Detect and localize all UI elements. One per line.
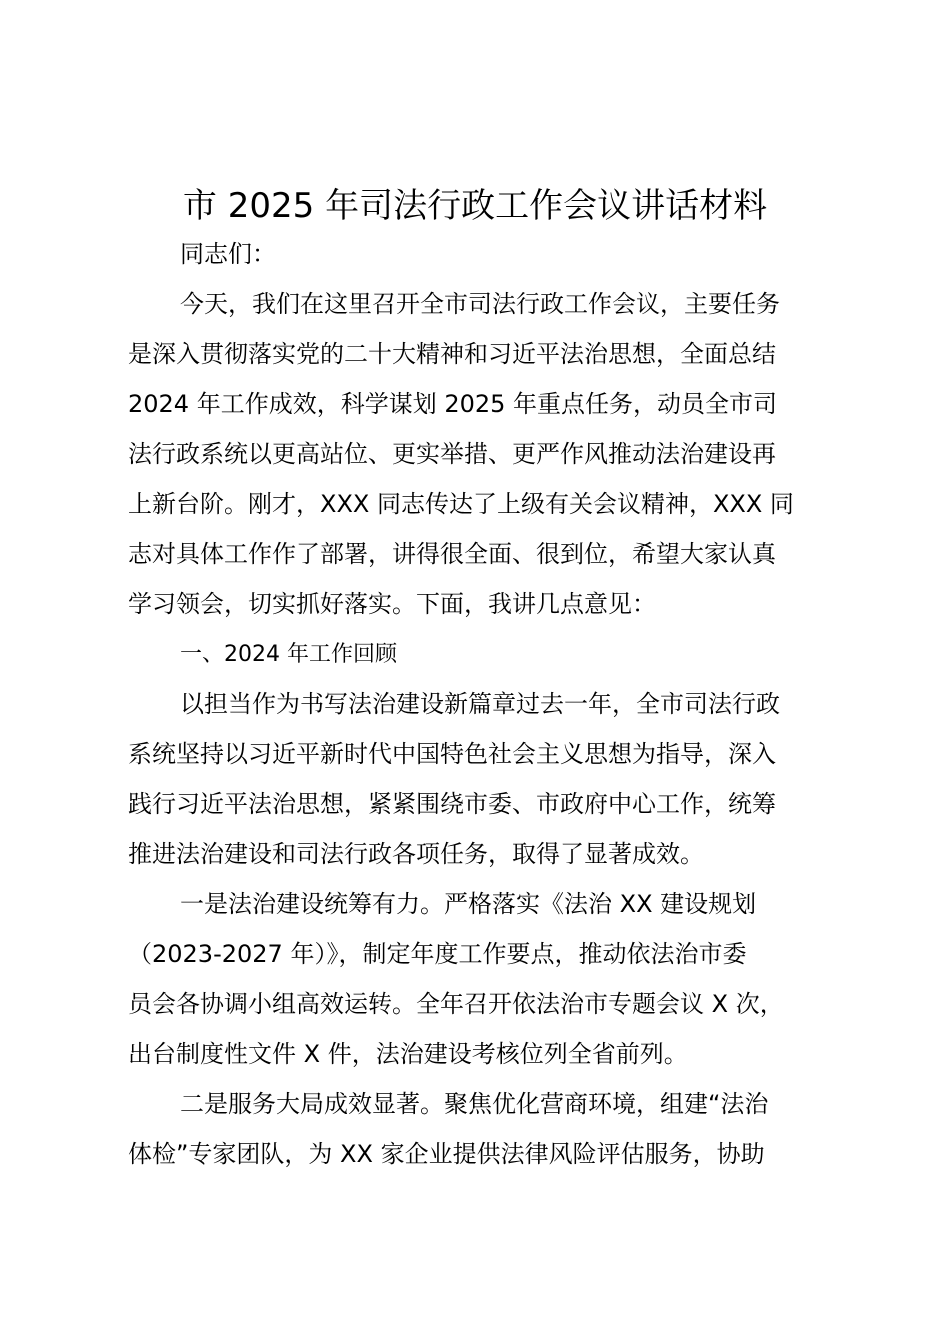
paragraph-line: 上新台阶。刚才，XXX 同志传达了上级有关会议精神，XXX 同 bbox=[128, 490, 794, 518]
paragraph-line: 2024 年工作成效，科学谋划 2025 年重点任务，动员全市司 bbox=[128, 390, 778, 418]
paragraph-line: （2023-2027 年）》，制定年度工作要点，推动依法治市委 bbox=[128, 940, 747, 968]
section-heading: 一、2024 年工作回顾 bbox=[180, 642, 397, 667]
paragraph-line: 系统坚持以习近平新时代中国特色社会主义思想为指导，深入 bbox=[128, 740, 776, 768]
paragraph-line: 推进法治建设和司法行政各项任务，取得了显著成效。 bbox=[128, 840, 704, 868]
paragraph-line: 出台制度性文件 X 件，法治建设考核位列全省前列。 bbox=[128, 1040, 688, 1068]
document-title: 市 2025 年司法行政工作会议讲话材料 bbox=[182, 186, 768, 226]
paragraph-line: 志对具体工作作了部署，讲得很全面、很到位，希望大家认真 bbox=[128, 540, 776, 568]
salutation: 同志们： bbox=[180, 240, 276, 268]
paragraph-line: 践行习近平法治思想，紧紧围绕市委、市政府中心工作，统筹 bbox=[128, 790, 776, 818]
paragraph-line: 一是法治建设统筹有力。严格落实《法治 XX 建设规划 bbox=[180, 890, 757, 918]
paragraph-line: 学习领会，切实抓好落实。下面，我讲几点意见： bbox=[128, 590, 656, 618]
paragraph-line: 是深入贯彻落实党的二十大精神和习近平法治思想，全面总结 bbox=[128, 340, 776, 368]
paragraph-line: 员会各协调小组高效运转。全年召开依法治市专题会议 X 次， bbox=[128, 990, 784, 1018]
paragraph-line: 以担当作为书写法治建设新篇章过去一年，全市司法行政 bbox=[180, 690, 780, 718]
paragraph-line: 今天，我们在这里召开全市司法行政工作会议，主要任务 bbox=[180, 290, 780, 318]
paragraph-line: 法行政系统以更高站位、更实举措、更严作风推动法治建设再 bbox=[128, 440, 776, 468]
paragraph-line: 体检”专家团队，为 XX 家企业提供法律风险评估服务，协助 bbox=[128, 1140, 765, 1168]
paragraph-line: 二是服务大局成效显著。聚焦优化营商环境，组建“法治 bbox=[180, 1090, 769, 1118]
